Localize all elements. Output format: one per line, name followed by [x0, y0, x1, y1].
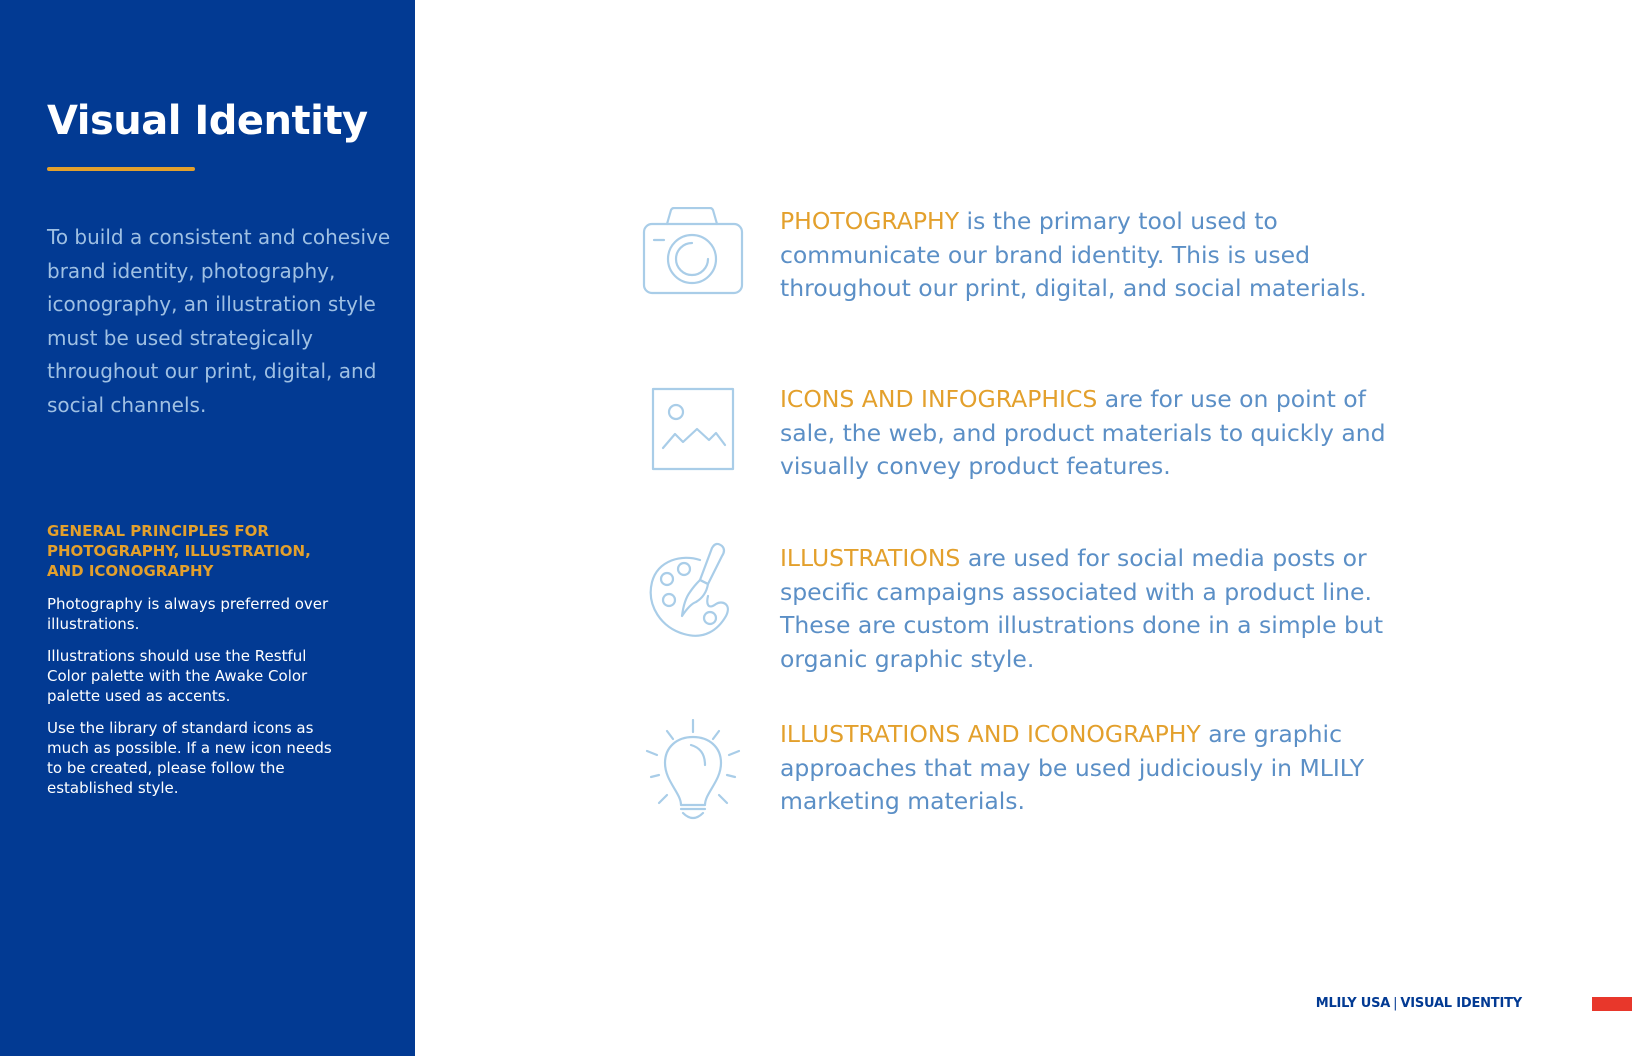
feature-description: are for use on point of sale, the web, and product materials to quickly and visually convey product features. — [780, 385, 1386, 480]
principle-item: Illustrations should use the Restful Color palette with the Awake Color palette used as accents. — [47, 647, 308, 705]
feature-photography — [780, 205, 1400, 306]
lightbulb-icon — [645, 719, 741, 823]
feature-description: are used for social media posts or specific campaigns associated with a product line. These are custom illustrations done in a simple but organic graphic style. — [780, 544, 1384, 673]
feature-description: is the primary tool used to communicate our brand identity. This is used throughout our print, digital, and social materials. — [780, 207, 1367, 302]
footer-brand: MLILY USA — [1315, 996, 1391, 1011]
feature-keyword: ILLUSTRATIONS — [780, 544, 961, 572]
image-icon — [651, 387, 735, 471]
footer-section: VISUAL IDENTITY — [1400, 996, 1522, 1011]
principles-list — [47, 594, 347, 810]
feature-illustrations — [780, 542, 1400, 676]
sidebar — [0, 0, 415, 1056]
camera-icon — [642, 207, 744, 297]
feature-icons-infographics — [780, 383, 1400, 484]
feature-keyword: ILLUSTRATIONS AND ICONOGRAPHY — [780, 720, 1201, 748]
footer-accent-bar — [1592, 997, 1632, 1011]
title-underline — [47, 167, 195, 171]
page-title: Visual Identity — [47, 98, 368, 144]
feature-illustrations-iconography — [780, 718, 1400, 819]
feature-keyword: ICONS AND INFOGRAPHICS — [780, 385, 1098, 413]
feature-keyword: PHOTOGRAPHY — [780, 207, 960, 235]
intro-paragraph: To build a consistent and cohesive brand identity, photography, iconography, an illustration style must be used strategically throughout our print, digital, and social channels. — [47, 225, 391, 417]
principle-item: Photography is always preferred over illustrations. — [47, 595, 329, 633]
principles-heading: GENERAL PRINCIPLES FOR PHOTOGRAPHY, ILLUSTRATION, AND ICONOGRAPHY — [47, 522, 311, 580]
footer-separator: | — [1393, 996, 1398, 1011]
footer-label — [1316, 996, 1522, 1011]
feature-description: are graphic approaches that may be used judiciously in MLILY marketing materials. — [780, 720, 1365, 815]
palette-brush-icon — [648, 542, 738, 638]
principle-item: Use the library of standard icons as much as possible. If a new icon needs to be created, please follow the established style. — [47, 719, 332, 797]
